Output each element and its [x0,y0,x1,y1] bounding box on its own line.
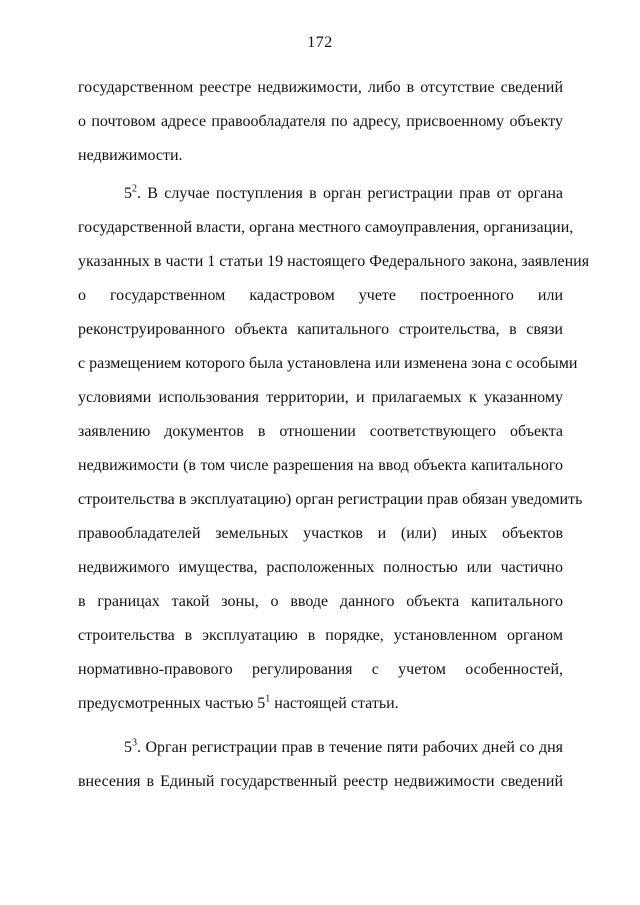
page-number: 172 [307,34,333,51]
paragraph-5-2-first-line: $5^2$. В случае поступления в орган регистрации прав от органа [124,183,563,202]
paragraph-number: $5^2$ [124,183,137,202]
text-line-with-reference: предусмотренных частью $5^1$ настоящей статьи. [78,693,399,712]
text-line: государственной власти, органа местного самоуправления, организации, [78,219,574,236]
text-line: внесения в Единый государственный реестр недвижимости сведений [78,773,563,790]
text-line: государственном реестре недвижимости, либо в отсутствие сведений [78,79,563,96]
paragraph-5-3-first-line: $5^3$. Орган регистрации прав в течение пяти рабочих дней со дня [124,737,563,756]
text-line: реконструированного объекта капитального строительства, в связи [78,321,563,338]
text-line: заявлению документов в отношении соответствующего объекта [78,423,563,440]
section-reference: $5^1$ [257,693,271,712]
text-line: условиями использования территории, и прилагаемых к указанному [78,389,563,406]
text-line: недвижимости. [78,147,183,164]
text-line: с размещением которого была установлена или изменена зона с особыми [78,355,578,372]
text-line: указанных в части 1 статьи 19 настоящего Федерального закона, заявления [78,253,590,270]
text-line: о почтовом адресе правообладателя по адресу, присвоенному объекту [78,113,563,130]
paragraph-number: $5^3$ [124,737,137,756]
text-line: правообладателей земельных участков и (или) иных объектов [78,525,563,542]
text-line: о государственном кадастровом учете построенного или [78,287,563,304]
text-line: строительства в эксплуатацию в порядке, установленном органом [78,627,563,644]
text-line: недвижимости (в том числе разрешения на ввод объекта капитального [78,457,563,474]
text-line: нормативно-правового регулирования с учетом особенностей, [78,661,563,678]
text-line: строительства в эксплуатацию) орган регистрации прав обязан уведомить [78,491,583,508]
text-line: в границах такой зоны, о вводе данного объекта капитального [78,593,563,610]
text-line: недвижимого имущества, расположенных полностью или частично [78,559,563,576]
